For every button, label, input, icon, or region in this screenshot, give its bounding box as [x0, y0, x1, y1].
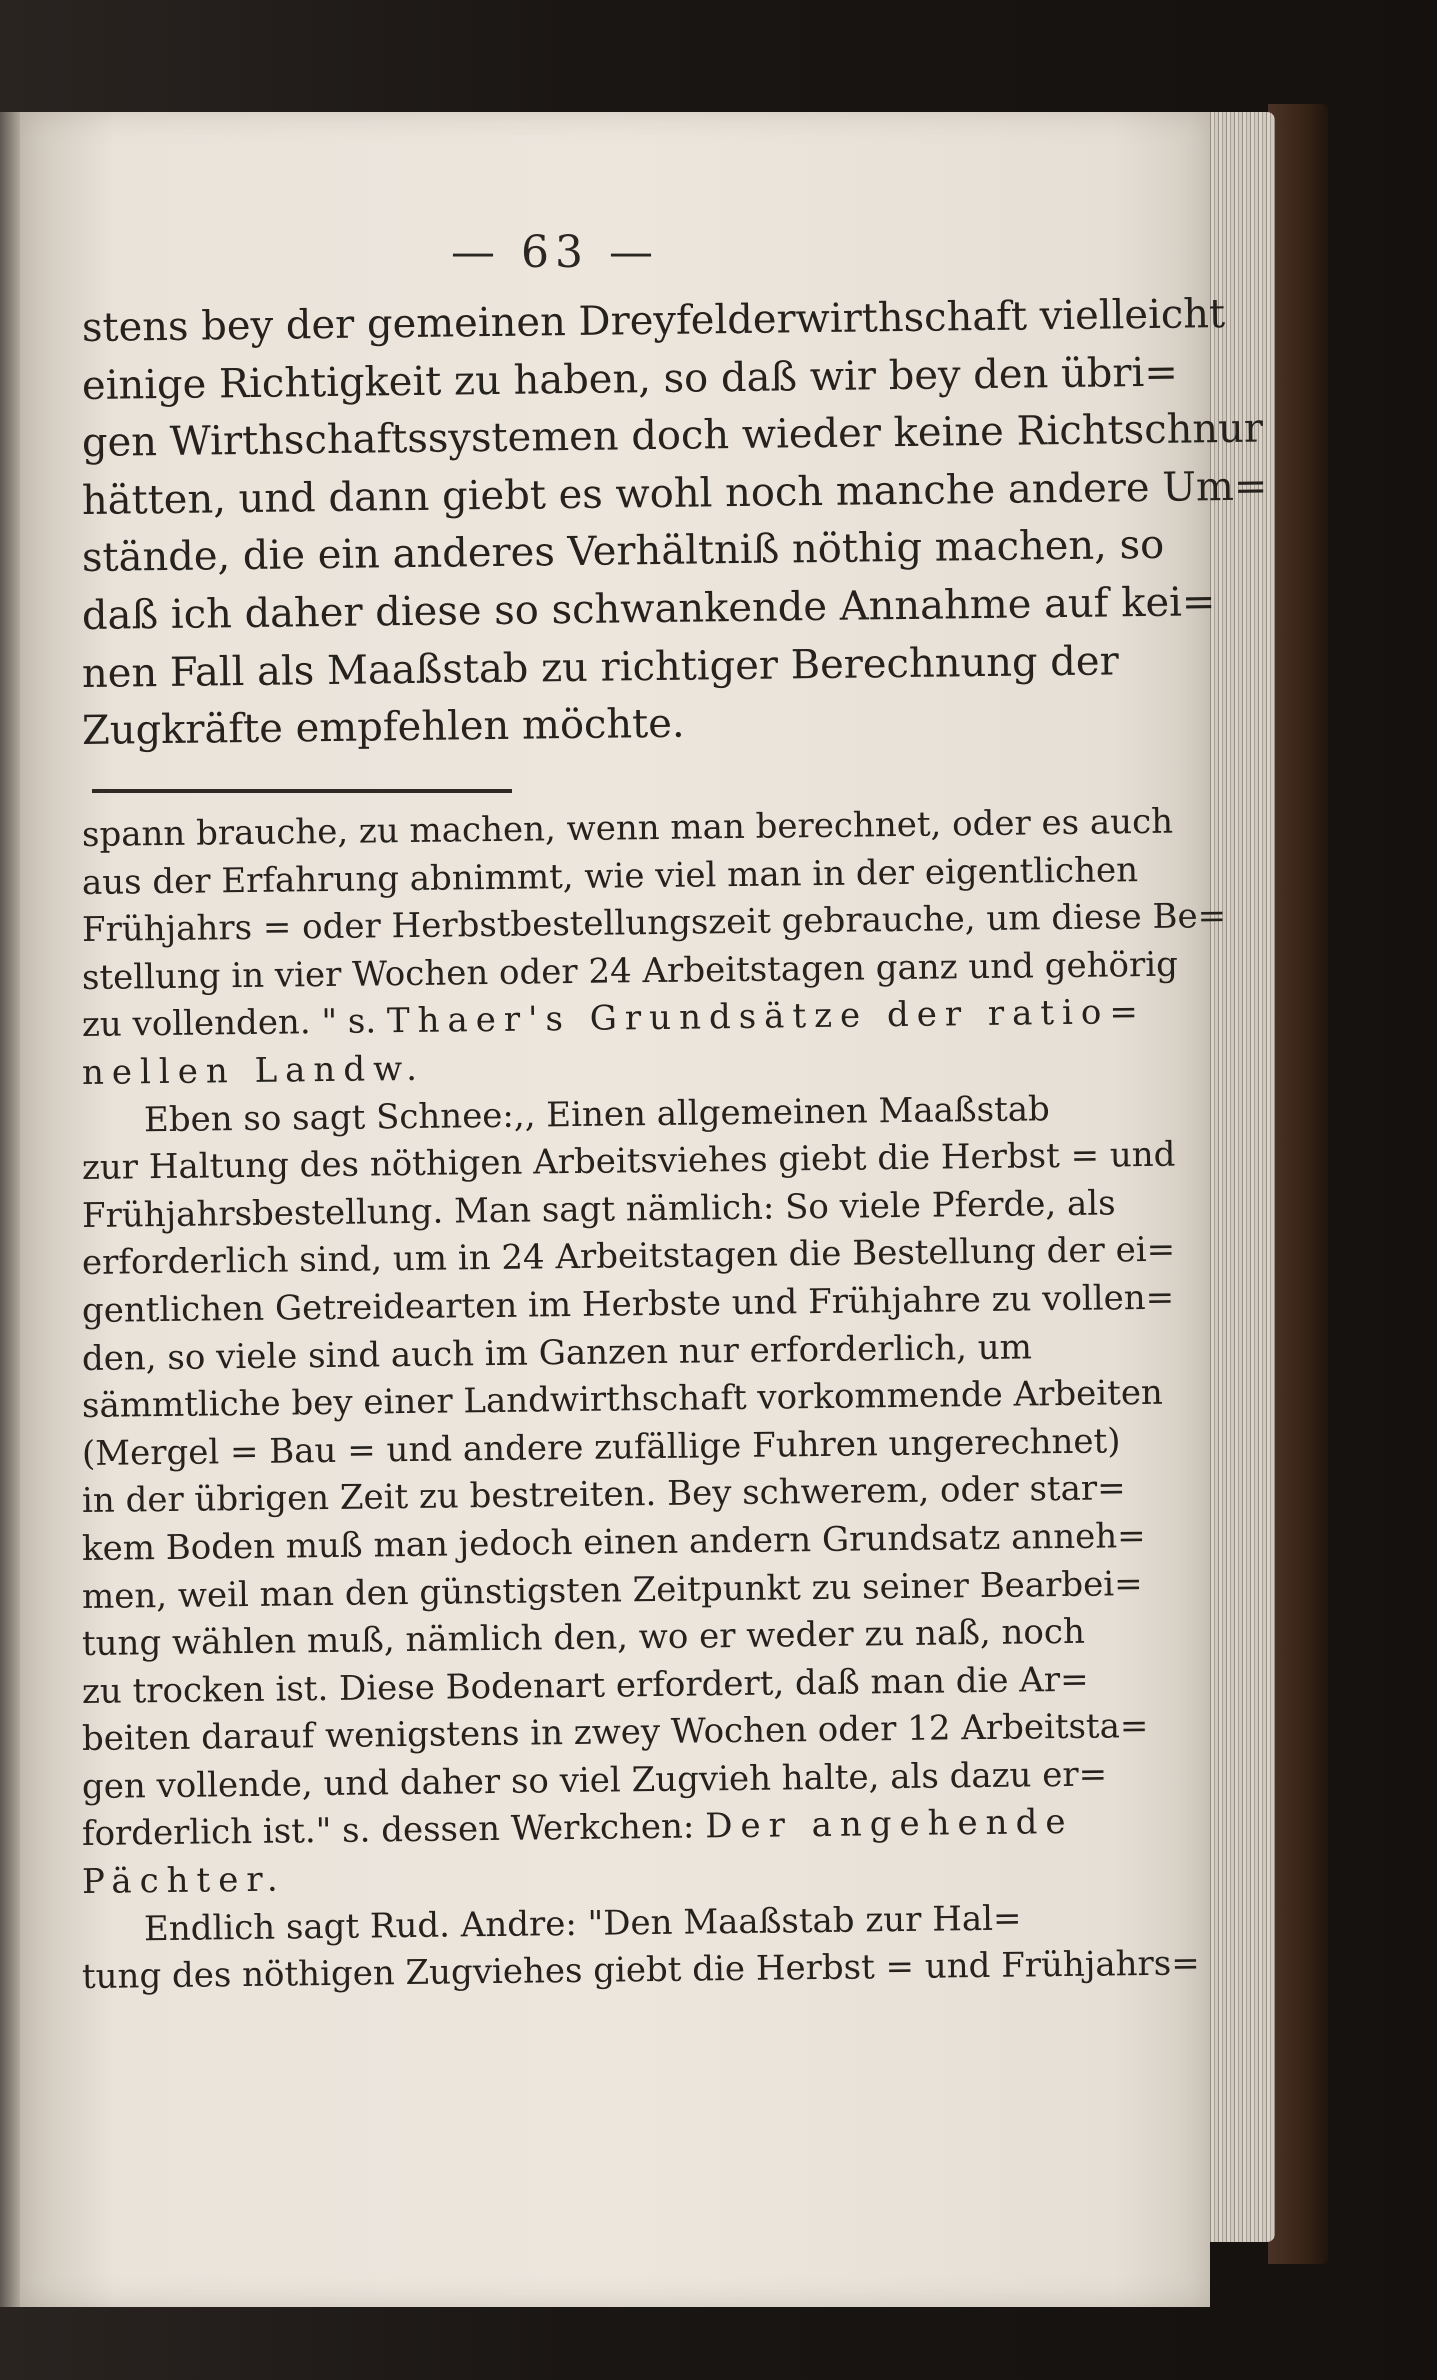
cited-work-title-end: nellen Landw. [81, 1048, 426, 1093]
footnote-paragraph-start: Eben so sagt Schnee:,, Einen allgemeinen Maaßstab [143, 1088, 1051, 1140]
cited-work-title-end: Pächter. [81, 1859, 286, 1903]
book-cover [1268, 104, 1328, 2264]
footnote-line: Frühjahrsbestellung. Man sagt nämlich: So viele Pferde, als [81, 1183, 1116, 1236]
footnote-line: stellung in vier Wochen oder 24 Arbeitstagen ganz und gehörig [81, 944, 1179, 998]
footnote-line: sämmtliche bey einer Landwirthschaft vorkommende Arbeiten [81, 1372, 1164, 1427]
footnote-line: (Mergel = Bau = und andere zufällige Fuhren ungerechnet) [81, 1421, 1121, 1474]
footnote-line: Frühjahrs = oder Herbstbestellungszeit gebrauche, um diese Be= [81, 896, 1227, 951]
footnote-line: gentlichen Getreidearten im Herbste und Frühjahre zu vollen= [81, 1277, 1175, 1331]
main-text-block [81, 291, 1268, 761]
footnote-line: kem Boden muß man jedoch einen andern Grundsatz anneh= [81, 1515, 1146, 1569]
main-text-line: einige Richtigkeit zu haben, so daß wir bey den übri= [81, 349, 1179, 409]
footnote-line: tung des nöthigen Zugviehes giebt die Herbst = und Frühjahrs= [81, 1943, 1200, 1998]
main-text-line: daß ich daher diese so schwankende Annahme auf kei= [81, 579, 1216, 639]
page-number: — 63 — [451, 227, 659, 278]
footnote-line: in der übrigen Zeit zu bestreiten. Bey schwerem, oder star= [81, 1468, 1126, 1522]
main-text-line: Zugkräfte empfehlen möchte. [81, 700, 685, 755]
footnote-line: gen vollende, und daher so viel Zugvieh halte, als dazu er= [81, 1754, 1108, 1807]
cited-work-title: Der angehende [704, 1802, 1074, 1847]
footnote-line: tung wählen muß, nämlich den, wo er weder zu naß, noch [81, 1611, 1086, 1665]
footnote-line: zu trocken ist. Diese Bodenart erfordert, daß man die Ar= [81, 1659, 1089, 1712]
footnote-text: forderlich ist." s. dessen Werkchen: [81, 1806, 706, 1855]
facing-page-edge [0, 112, 22, 2307]
footnote-line: den, so viele sind auch im Ganzen nur erforderlich, um [81, 1326, 1033, 1379]
footnote-line: beiten darauf wenigstens in zwey Wochen oder 12 Arbeitsta= [81, 1706, 1149, 1760]
footnote-line: aus der Erfahrung abnimmt, wie viel man in der eigentlichen [81, 849, 1139, 903]
main-text-line: gen Wirthschaftssystemen doch wieder keine Richtschnur [81, 405, 1264, 467]
footnote-line: men, weil man den günstigsten Zeitpunkt zu seiner Bearbei= [81, 1563, 1143, 1617]
main-text-line: hätten, und dann giebt es wohl noch manche andere Um= [81, 463, 1268, 524]
main-text-line: stände, die ein anderes Verhältniß nöthig machen, so [81, 522, 1165, 582]
footnote-line: zur Haltung des nöthigen Arbeitsviehes giebt die Herbst = und [81, 1134, 1176, 1189]
footnote-separator [92, 789, 512, 793]
book-page [20, 112, 1268, 2307]
footnote-line: spann brauche, zu machen, wenn man berechnet, oder es auch [81, 801, 1174, 855]
footnote-paragraph-start: Endlich sagt Rud. Andre: "Den Maaßstab zur Hal= [143, 1898, 1022, 1949]
footnote-text: zu vollenden. " s. [81, 1001, 388, 1046]
footnote-block [81, 801, 1227, 2002]
cited-work-title: Thaer's Grundsätze der ratio= [386, 992, 1147, 1042]
main-text-line: nen Fall als Maaßstab zu richtiger Berechnung der [81, 637, 1119, 697]
footnote-line: erforderlich sind, um in 24 Arbeitstagen die Bestellung der ei= [81, 1229, 1176, 1284]
main-text-line: stens bey der gemeinen Dreyfelderwirthschaft vielleicht [81, 291, 1226, 351]
